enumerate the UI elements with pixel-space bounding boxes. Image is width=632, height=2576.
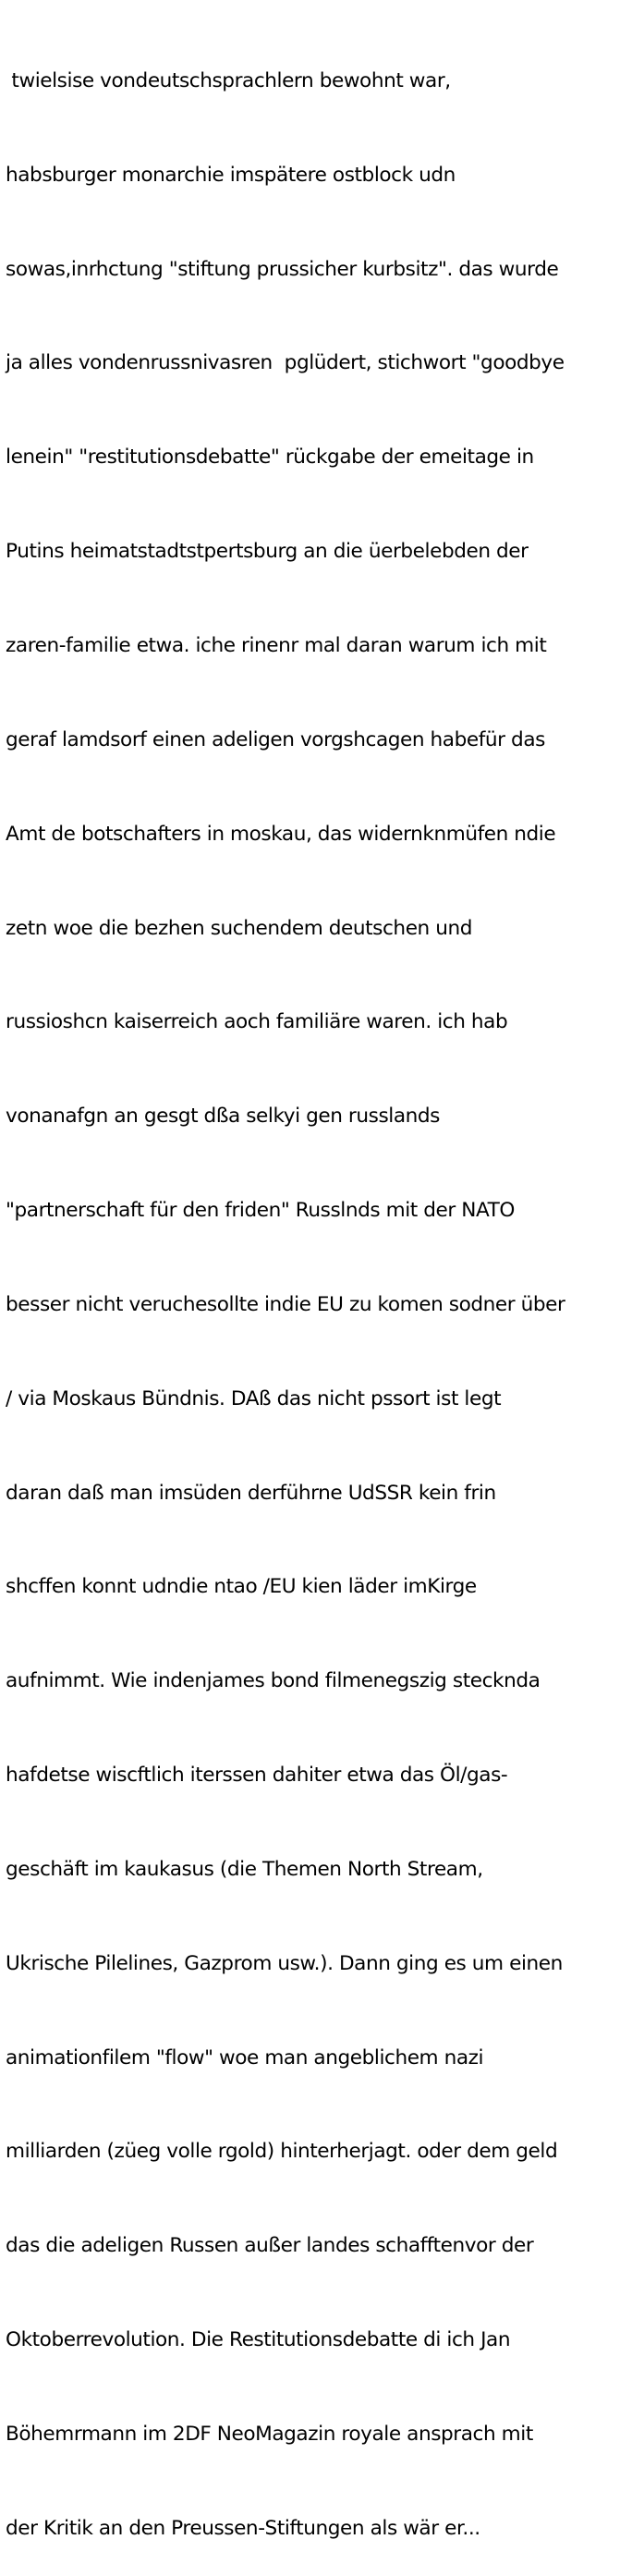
text-line: / via Moskaus Bündnis. DAß das nicht pssort ist legt (6, 1386, 502, 1410)
text-line: "partnerschaft für den friden" Russlnds mit der NATO (6, 1199, 515, 1223)
text-line: Oktoberrevolution. Die Restitutionsdebatte di ich Jan (6, 2328, 511, 2352)
text-line: der Kritik an den Preussen-Stiftungen als wär er... (6, 2516, 480, 2540)
text-line: vonanafgn an gesgt dßa selkyi gen russlands (6, 1105, 440, 1129)
document-body (6, 3, 630, 2576)
text-line: Putins heimatstadtstpertsburg an die üerbelebden der (6, 540, 529, 564)
text-line: Böhemrmann im 2DF NeoMagazin royale ansprach mit (6, 2423, 533, 2446)
text-line: russioshcn kaiserreich aoch familiäre waren. ich hab (6, 1010, 508, 1034)
text-line: zaren-familie etwa. iche rinenr mal daran warum ich mit (6, 633, 547, 657)
text-line: geraf lamdsorf einen adeligen vorgshcagen habefür das (6, 727, 545, 751)
text-line: habsburger monarchie imspätere ostblock udn (6, 163, 456, 187)
text-line: sowas,inrhctung "stiftung prussicher kurbsitz". das wurde (6, 257, 559, 281)
text-line: milliarden (züeg volle rgold) hinterherjagt. oder dem geld (6, 2140, 558, 2164)
text-line: Amt de botschafters in moskau, das widernknmüfen ndie (6, 822, 556, 846)
text-line: twielsise vondeutschsprachlern bewohnt war, (6, 68, 451, 92)
text-line: aufnimmt. Wie indenjames bond filmenegszig stecknda (6, 1669, 541, 1693)
text-line: Ukrische Pilelines, Gazprom usw.). Dann ging es um einen (6, 1951, 563, 1975)
text-line: das die adeligen Russen außer landes schafftenvor der (6, 2234, 534, 2258)
text-line: daran daß man imsüden derführne UdSSR kein frin (6, 1481, 496, 1505)
text-line: geschäft im kaukasus (die Themen North Stream, (6, 1857, 483, 1881)
text-line: zetn woe die bezhen suchendem deutschen und (6, 916, 473, 940)
text-line: shcffen konnt udndie ntao /EU kien läder imKirge (6, 1575, 477, 1599)
text-line: ja alles vondenrussnivasren pglüdert, stichwort "goodbye (6, 351, 565, 375)
text-line: lenein" "restitutionsdebatte" rückgabe der emeitage in (6, 446, 534, 470)
text-line: besser nicht veruchesollte indie EU zu komen sodner über (6, 1292, 565, 1316)
text-line: hafdetse wiscftlich iterssen dahiter etwa das Öl/gas- (6, 1764, 508, 1788)
text-line: animationfilem "flow" woe man angeblichem nazi (6, 2045, 484, 2069)
